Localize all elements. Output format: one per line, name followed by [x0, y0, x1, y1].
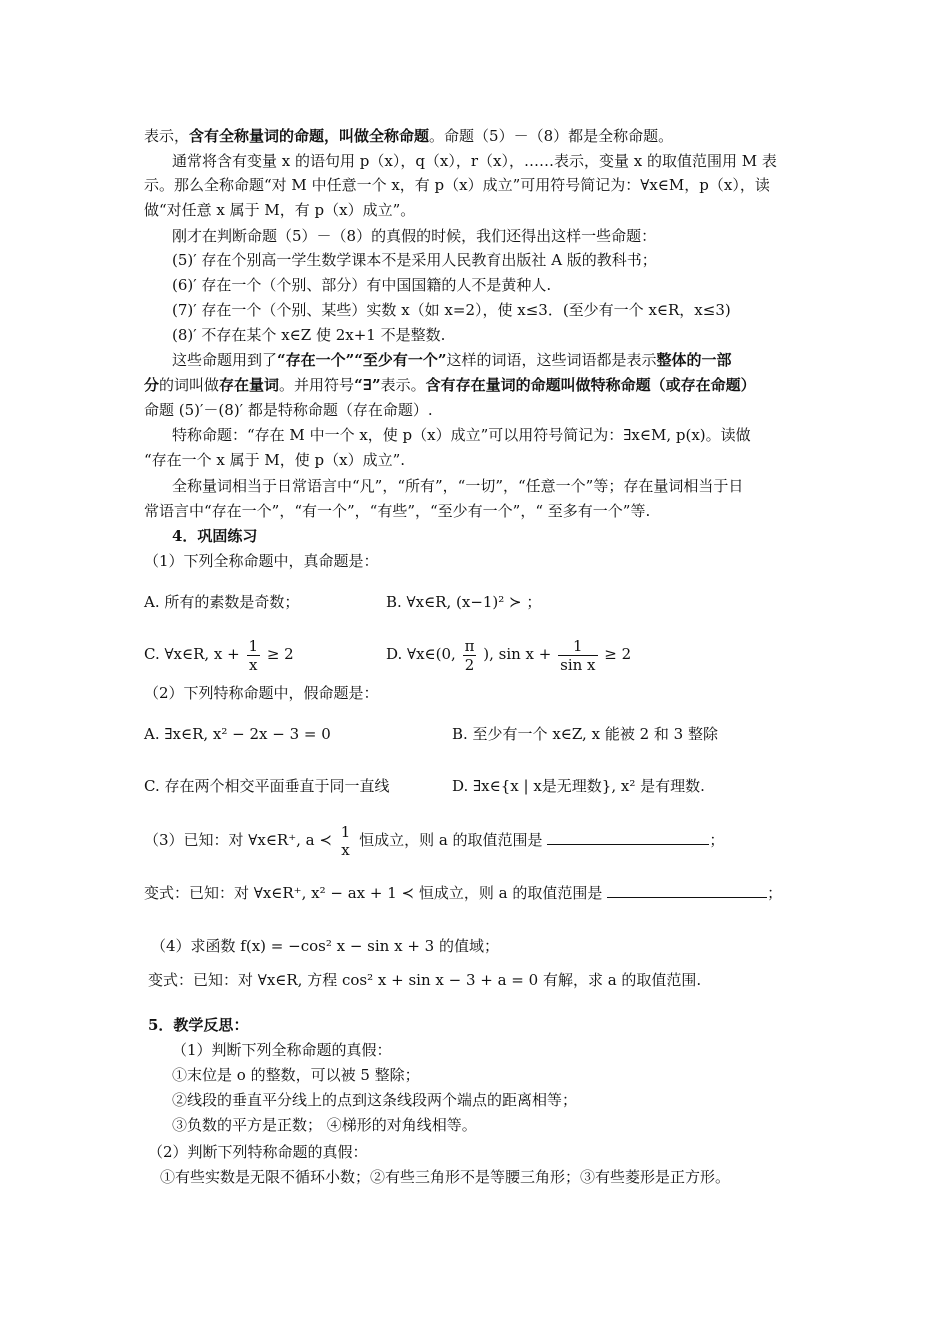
- ex3-variant: [144, 883, 782, 903]
- text-line: [144, 501, 650, 521]
- text-line: [144, 200, 415, 220]
- ex2-heading: [144, 683, 379, 703]
- text-segment: “存在一个 x 属于 M，使 p（x）成立”.: [144, 451, 406, 469]
- bold-text: 分: [144, 376, 160, 394]
- section5-q2: [148, 1142, 368, 1162]
- text-segment: (8)′ 不存在某个 x∈Z 使 2x+1 不是整数.: [172, 326, 446, 344]
- text-segment: 的词叫做: [159, 376, 220, 394]
- text-line: [172, 325, 445, 345]
- section5-title: [148, 1015, 248, 1035]
- text-line: [172, 350, 732, 370]
- ex2-option-b: [452, 724, 718, 744]
- text-line: [172, 300, 731, 320]
- text-segment: 特称命题：“存在 M 中一个 x，使 p（x）成立”可以用符号简记为：∃x∈M, p(x)。读做: [172, 426, 751, 444]
- text-line: [144, 551, 379, 571]
- text-line: [172, 226, 656, 246]
- section5-q1: [172, 1040, 392, 1060]
- bold-text: 含有全称量词的命题，叫做全称命题: [189, 127, 430, 145]
- text-segment: （1）下列全称命题中，真命题是：: [144, 552, 379, 570]
- section5-item1: [172, 1065, 420, 1085]
- text-line: [144, 450, 405, 470]
- text-segment: (7)′ 存在一个（个别、某些）实数 x（如 x=2），使 x≤3．(至少有一个 x∈R，x≤3): [172, 301, 731, 319]
- ex2-option-b-text: B. 至少有一个 x∈Z, x 能被 2 和 3 整除: [452, 725, 718, 743]
- fraction-denominator: x: [341, 841, 350, 859]
- text-segment: (5)′ 存在个别高一学生数学课本不是采用人民教育出版社 A 版的教科书；: [172, 251, 657, 269]
- section5-q2-text: （2）判断下列特称命题的真假：: [148, 1143, 368, 1161]
- fraction-denominator: x: [249, 655, 258, 674]
- bold-text: 存在量词: [219, 376, 280, 394]
- text-line: [144, 400, 433, 420]
- ex1-option-b: [386, 592, 541, 612]
- text-segment: 这样的词语，这些词语都是表示: [446, 351, 657, 369]
- ex3-variant-end: ；: [767, 884, 783, 902]
- ex2-option-d-text: D. ∃x∈{x | x是无理数}, x² 是有理数.: [452, 777, 705, 795]
- ex1-option-d-fraction-sin: [558, 637, 597, 674]
- text-line: [144, 126, 673, 146]
- text-line: [172, 526, 257, 546]
- ex3-fraction: [339, 823, 353, 859]
- section5-item4-text: ①有些实数是无限不循环小数；②有些三角形不是等腰三角形；③有些菱形是正方形。: [160, 1168, 731, 1186]
- section5-item3: [172, 1115, 477, 1135]
- ex2-option-a-text: A. ∃x∈R, x² − 2x − 3 = 0: [144, 725, 331, 743]
- section5-item1-text: ①末位是 o 的整数，可以被 5 整除；: [172, 1066, 420, 1084]
- ex2-option-c: [144, 776, 389, 796]
- ex3-variant-text: 变式：已知：对 ∀x∈R⁺, x² − ax + 1 ≺ 恒成立，则 a 的取值范围是: [144, 884, 603, 902]
- ex2-option-a: [144, 724, 331, 744]
- text-segment: 常语言中“存在一个”，“有一个”，“有些”，“至少有一个”，“ 至多有一个”等.: [144, 502, 651, 520]
- ex4-line-text: （4）求函数 f(x) = −cos² x − sin x + 3 的值域；: [151, 937, 499, 955]
- bold-text: “∃”: [354, 376, 381, 394]
- section5-item4: [160, 1167, 730, 1187]
- text-segment: 做“对任意 x 属于 M，有 p（x）成立”。: [144, 201, 416, 219]
- text-segment: 刚才在判断命题（5）－（8）的真假的时候，我们还得出这样一些命题：: [172, 227, 657, 245]
- fraction-numerator: 1: [340, 823, 351, 841]
- text-segment: 表示。: [380, 376, 426, 394]
- text-segment: 命题 (5)′－(8)′ 都是特称命题（存在命题）.: [144, 401, 433, 419]
- ex1-option-a-text: A. 所有的素数是奇数；: [144, 593, 300, 611]
- ex4-line: [151, 936, 499, 956]
- text-line: [172, 425, 751, 445]
- ex1-option-c-fraction: [247, 637, 261, 674]
- fraction-numerator: 1: [248, 636, 259, 655]
- ex2-option-c-text: C. 存在两个相交平面垂直于同一直线: [144, 777, 390, 795]
- ex1-option-c: [144, 634, 294, 674]
- text-line: [172, 275, 551, 295]
- text-segment: 表示，: [144, 127, 190, 145]
- ex4-variant: [148, 970, 701, 990]
- ex1-option-c-post: ≥ 2: [266, 645, 294, 663]
- ex1-option-d-pre: D. ∀x∈(0,: [386, 645, 456, 663]
- text-segment: 示。那么全称命题“对 M 中任意一个 x，有 p（x）成立”可用符号简记为：∀x∈M，p（x），读: [144, 176, 770, 194]
- section5-item3-text: ③负数的平方是正数； ④梯形的对角线相等。: [172, 1116, 477, 1134]
- ex4-variant-text: 变式：已知：对 ∀x∈R, 方程 cos² x + sin x − 3 + a = 0 有解，求 a 的取值范围.: [148, 971, 702, 989]
- ex1-option-d: [386, 634, 631, 674]
- text-line: [172, 250, 657, 270]
- ex1-option-b-text: B. ∀x∈R, (x−1)² ≻ ；: [386, 593, 542, 611]
- ex1-option-a: [144, 592, 299, 612]
- bold-text: “存在一个”“至少有一个”: [277, 351, 447, 369]
- section5-item2: [172, 1090, 577, 1110]
- bold-text: 整体的一部: [656, 351, 732, 369]
- ex1-option-d-post: ≥ 2: [604, 645, 632, 663]
- ex3-pre: （3）已知：对 ∀x∈R⁺, a ≺: [144, 831, 332, 849]
- text-line: [172, 476, 743, 496]
- fraction-denominator: sin x: [560, 655, 596, 674]
- text-segment: 。并用符号: [279, 376, 355, 394]
- ex3-line: [144, 820, 724, 860]
- ex1-option-d-fraction-pi: [463, 637, 477, 674]
- section5-item2-text: ②线段的垂直平分线上的点到这条线段两个端点的距离相等；: [172, 1091, 578, 1109]
- section5-title-text: 5．教学反思：: [148, 1016, 249, 1034]
- ex3-post: 恒成立，则 a 的取值范围是: [359, 831, 543, 849]
- ex3-end: ；: [709, 831, 725, 849]
- fraction-numerator: π: [464, 636, 475, 655]
- text-segment: 全称量词相当于日常语言中“凡”，“所有”，“一切”，“任意一个”等；存在量词相当于日: [172, 477, 744, 495]
- ex1-option-c-pre: C. ∀x∈R, x +: [144, 645, 240, 663]
- bold-text: 含有存在量词的命题叫做特称命题（或存在命题）: [425, 376, 756, 394]
- ex3-answer-blank[interactable]: [547, 830, 709, 845]
- text-line: [144, 375, 756, 395]
- text-segment: 。命题（5）－（8）都是全称命题。: [429, 127, 674, 145]
- fraction-numerator: 1: [558, 637, 597, 656]
- text-segment: 这些命题用到了: [172, 351, 278, 369]
- ex3-variant-answer-blank[interactable]: [607, 883, 767, 898]
- text-segment: 通常将含有变量 x 的语句用 p（x），q（x），r（x），……表示，变量 x 的取值范围用 M 表: [172, 152, 777, 170]
- fraction-denominator: 2: [464, 655, 475, 674]
- text-line: [144, 175, 770, 195]
- ex2-option-d: [452, 776, 705, 796]
- bold-text: 4．巩固练习: [172, 527, 258, 545]
- text-segment: (6)′ 存在一个（个别、部分）有中国国籍的人不是黄种人.: [172, 276, 552, 294]
- section5-q1-text: （1）判断下列全称命题的真假：: [172, 1041, 392, 1059]
- ex2-heading-text: （2）下列特称命题中，假命题是：: [144, 684, 379, 702]
- text-line: [172, 151, 777, 171]
- ex1-option-d-mid: ), sin x +: [483, 645, 552, 663]
